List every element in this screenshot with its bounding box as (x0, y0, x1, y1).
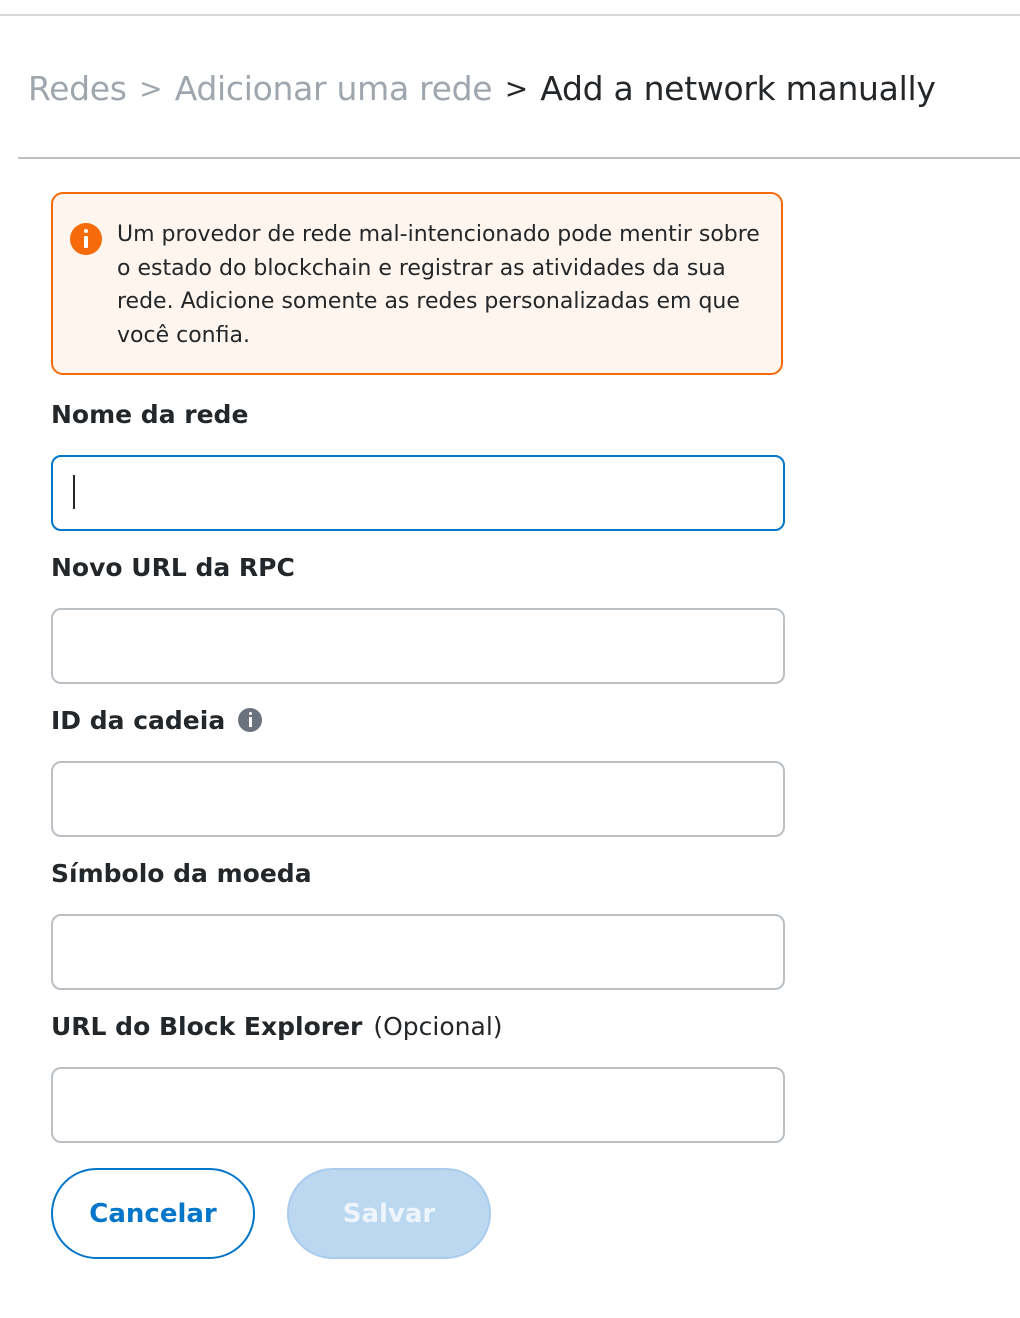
rpc-url-label (51, 550, 295, 584)
rpc-url-label-text: Novo URL da RPC (51, 552, 295, 582)
info-icon[interactable] (238, 708, 262, 732)
save-button[interactable]: Salvar (287, 1168, 491, 1259)
network-name-input[interactable] (51, 455, 785, 531)
exclamation-circle-icon (70, 223, 102, 255)
top-divider (0, 14, 1020, 16)
chevron-right-icon: > (139, 71, 163, 105)
network-name-label (51, 397, 248, 431)
breadcrumb-item-redes[interactable]: Redes (28, 68, 127, 108)
chain-id-input[interactable] (51, 761, 785, 837)
currency-symbol-label (51, 856, 312, 890)
page-title: Add a network manually (540, 68, 936, 108)
block-explorer-url-label (51, 1009, 503, 1043)
warning-text: Um provedor de rede mal-intencionado pode mentir sobre o estado do blockchain e registrar as atividades da sua rede. Adicione somente as redes personalizadas em que você confia. (117, 222, 760, 348)
chevron-right-icon: > (504, 71, 528, 105)
chain-id-label (51, 703, 262, 737)
block-explorer-url-input[interactable] (51, 1067, 785, 1143)
cancel-button[interactable]: Cancelar (51, 1168, 255, 1259)
breadcrumb (28, 64, 936, 112)
network-name-label-text: Nome da rede (51, 399, 249, 429)
currency-symbol-label-text: Símbolo da moeda (51, 858, 312, 888)
warning-banner (51, 192, 783, 375)
header-divider (18, 157, 1020, 159)
chain-id-label-text: ID da cadeia (51, 705, 226, 735)
currency-symbol-input[interactable] (51, 914, 785, 990)
rpc-url-input[interactable] (51, 608, 785, 684)
block-explorer-url-label-text: URL do Block Explorer (51, 1011, 363, 1041)
optional-tag: (Opcional) (373, 1011, 503, 1041)
breadcrumb-item-adicionar-rede[interactable]: Adicionar uma rede (174, 68, 493, 108)
text-caret (73, 475, 75, 509)
